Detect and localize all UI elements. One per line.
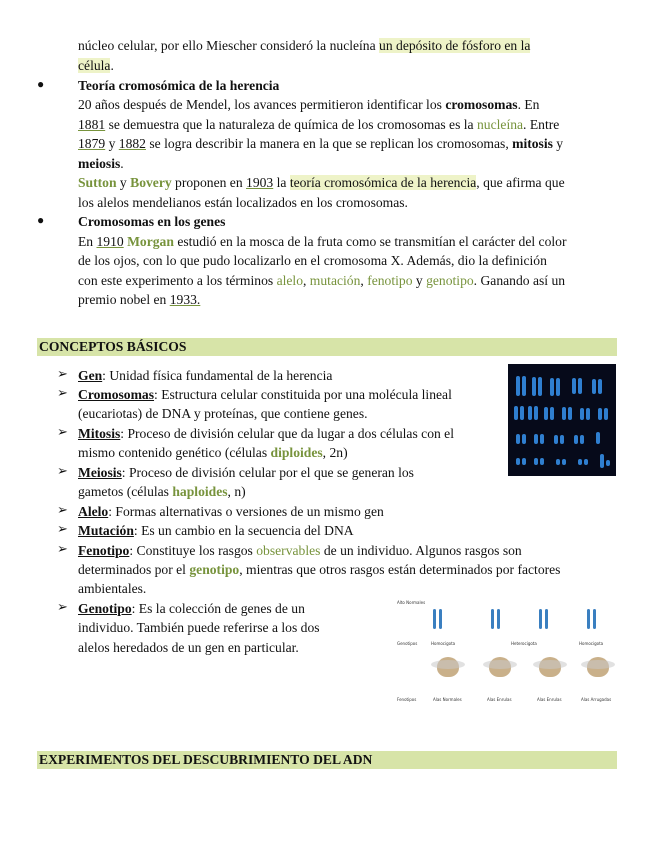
paragraph-line: los alelos mendelianos están localizados en los cromosomas. bbox=[78, 195, 408, 210]
figure-label: Homocigota bbox=[579, 641, 604, 646]
figure-label: Alas Enrulas bbox=[537, 697, 562, 702]
chromosome-pair bbox=[539, 609, 542, 629]
concept-genotipo-cont: individuo. También puede referirse a los dos bbox=[78, 620, 320, 635]
karyotype-image bbox=[508, 364, 616, 476]
arrow-bullet-icon: ➢ bbox=[57, 464, 68, 479]
chromosome-pair bbox=[433, 609, 436, 629]
concept-gen: Gen: Unidad física fundamental de la herencia bbox=[78, 368, 333, 383]
concept-mitosis: Mitosis: Proceso de división celular que da lugar a dos células con el bbox=[78, 426, 454, 441]
genotype-phenotype-figure bbox=[393, 597, 617, 709]
subheading-teoria: Teoría cromosómica de la herencia bbox=[78, 78, 280, 93]
arrow-bullet-icon: ➢ bbox=[57, 503, 68, 518]
concept-mitosis-cont: mismo contenido genético (células diploides, 2n) bbox=[78, 445, 348, 460]
figure-label: Homocigota bbox=[431, 641, 456, 646]
section-heading-conceptos: CONCEPTOS BÁSICOS bbox=[37, 338, 617, 356]
chromosome-pair bbox=[439, 609, 442, 629]
subheading-genes: Cromosomas en los genes bbox=[78, 214, 226, 229]
arrow-bullet-icon: ➢ bbox=[57, 367, 68, 382]
concept-cromosomas-cont: (eucariotas) de DNA y proteínas, que contiene genes. bbox=[78, 406, 368, 421]
concept-mutacion: Mutación: Es un cambio en la secuencia del DNA bbox=[78, 523, 354, 538]
paragraph-line: de los ojos, con lo que pudo localizarlo en el cromosoma X. Además, dio la definición bbox=[78, 253, 547, 268]
figure-label: Heterocigota bbox=[511, 641, 537, 646]
arrow-bullet-icon: ➢ bbox=[57, 386, 68, 401]
concept-cromosomas: Cromosomas: Estructura celular constituida por una molécula lineal bbox=[78, 387, 452, 402]
paragraph-line: premio nobel en 1933. bbox=[78, 292, 201, 307]
paragraph-line: meiosis. bbox=[78, 156, 124, 171]
paragraph-line: 1881 se demuestra que la naturaleza de química de los cromosomas es la nucleína. Entre bbox=[78, 117, 560, 132]
arrow-bullet-icon: ➢ bbox=[57, 600, 68, 615]
chromosome-pair bbox=[491, 609, 494, 629]
figure-label: Alas Arrugadas bbox=[581, 697, 612, 702]
concept-meiosis: Meiosis: Proceso de división celular por el que se generan los bbox=[78, 465, 414, 480]
chromosome-pair bbox=[587, 609, 590, 629]
arrow-bullet-icon: ➢ bbox=[57, 522, 68, 537]
concept-genotipo: Genotipo: Es la colección de genes de un bbox=[78, 601, 305, 616]
paragraph-line: célula. bbox=[78, 58, 114, 73]
fruit-fly-image bbox=[489, 657, 511, 677]
figure-label: Genotipos bbox=[397, 641, 418, 646]
fruit-fly-image bbox=[539, 657, 561, 677]
concept-fenotipo-cont: determinados por el genotipo, mientras que otros rasgos están determinados por factores bbox=[78, 562, 561, 577]
paragraph-line: 1879 y 1882 se logra describir la manera en la que se replican los cromosomas, mitosis y bbox=[78, 136, 564, 151]
concept-genotipo-cont: alelos heredados de un gen en particular. bbox=[78, 640, 299, 655]
chromosome-pair bbox=[593, 609, 596, 629]
concept-fenotipo-cont: ambientales. bbox=[78, 581, 147, 596]
figure-label: Fenotipos bbox=[397, 697, 417, 702]
paragraph-line: Sutton y Bovery proponen en 1903 la teoría cromosómica de la herencia, que afirma que bbox=[78, 175, 565, 190]
bullet-dot: ● bbox=[37, 213, 45, 227]
concept-meiosis-cont: gametos (células haploides, n) bbox=[78, 484, 246, 499]
figure-label: Alas Enrulas bbox=[487, 697, 512, 702]
paragraph-line: con este experimento a los términos alelo, mutación, fenotipo y genotipo. Ganando así un bbox=[78, 273, 566, 288]
figure-label: Alas Normales bbox=[433, 697, 462, 702]
paragraph-line: núcleo celular, por ello Miescher consideró la nucleína un depósito de fósforo en la bbox=[78, 38, 531, 53]
section-heading-experimentos: EXPERIMENTOS DEL DESCUBRIMIENTO DEL ADN bbox=[37, 751, 617, 769]
figure-label: Alto Normales bbox=[397, 600, 426, 605]
concept-fenotipo: Fenotipo: Constituye los rasgos observables de un individuo. Algunos rasgos son bbox=[78, 543, 522, 558]
paragraph-line: En 1910 Morgan estudió en la mosca de la fruta como se transmitían el carácter del color bbox=[78, 234, 567, 249]
paragraph-line: 20 años después de Mendel, los avances permitieron identificar los cromosomas. En bbox=[78, 97, 540, 112]
chromosome-pair bbox=[497, 609, 500, 629]
concept-alelo: Alelo: Formas alternativas o versiones de un mismo gen bbox=[78, 504, 384, 519]
fruit-fly-image bbox=[437, 657, 459, 677]
bullet-dot: ● bbox=[37, 77, 45, 91]
arrow-bullet-icon: ➢ bbox=[57, 425, 68, 440]
chromosome-pair bbox=[545, 609, 548, 629]
arrow-bullet-icon: ➢ bbox=[57, 542, 68, 557]
fruit-fly-image bbox=[587, 657, 609, 677]
